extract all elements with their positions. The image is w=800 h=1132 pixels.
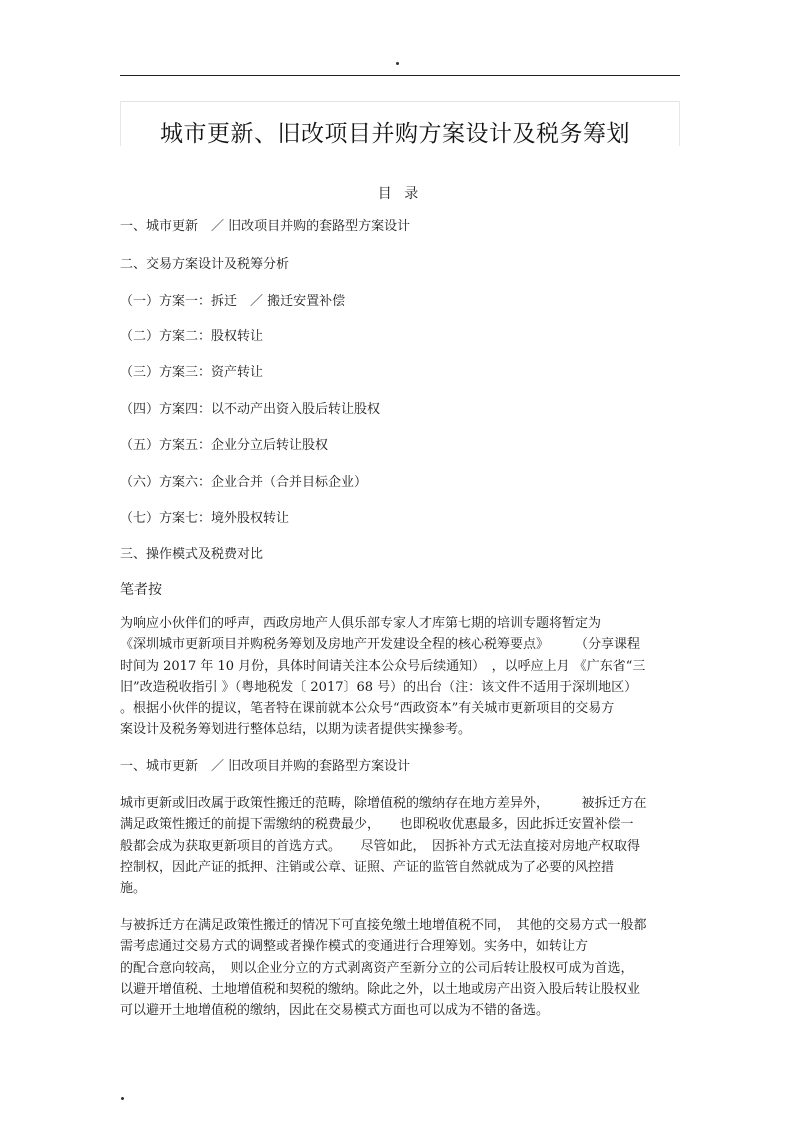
toc-item: （五）方案五：企业分立后转让股权 (120, 438, 329, 453)
paragraph-line: 以避开增值税、土地增值税和契税的缴纳。除此之外，以土地或房产出资入股后转让股权业 (120, 981, 641, 997)
toc-item: （六）方案六：企业合并（合并目标企业） (120, 475, 368, 490)
body-paragraph-2 (120, 915, 686, 1021)
paragraph-line: 需考虑通过交易方式的调整或者操作模式的变通进行合理筹划。实务中，如转让方 (120, 939, 589, 955)
paragraph-line: 与被拆迁方在满足政策性搬迁的情况下可直接免缴土地增值税不同， 其他的交易方式一般都 (120, 918, 647, 933)
paragraph-line: 施。 (120, 881, 147, 897)
paragraph-line: 的配合意向较高， 则以企业分立的方式剥离资产至新分立的公司后转让股权可成为首选， (120, 960, 634, 976)
toc-item: （一）方案一：拆迁 ／ 搬迁安置补偿 (120, 294, 346, 309)
toc-item: 一、城市更新 ／ 旧改项目并购的套路型方案设计 (120, 219, 411, 234)
header-rule (120, 75, 680, 76)
intro-line: 为响应小伙伴们的呼声，西政房地产人俱乐部专家人才库第七期的培训专题将暂定为 (120, 616, 602, 631)
toc-item: （二）方案二：股权转让 (120, 329, 264, 344)
header-dot (396, 62, 399, 65)
footer-dot (121, 1097, 124, 1100)
intro-line: 《深圳城市更新项目并购税务筹划及房地产开发建设全程的核心税筹要点》 （分享课程 (120, 637, 641, 653)
section-heading: 一、城市更新 ／ 旧改项目并购的套路型方案设计 (120, 759, 411, 774)
toc-item: （三）方案三：资产转让 (120, 365, 264, 380)
paragraph-line: 城市更新或旧改属于政策性搬迁的范畴，除增值税的缴纳存在地方差异外， 被拆迁方在 (120, 796, 647, 811)
paragraph-line: 可以避开土地增值税的缴纳，因此在交易模式方面也可以成为不错的备选。 (120, 1003, 550, 1019)
body-paragraph-1 (120, 793, 686, 899)
document-title: 城市更新、旧改项目并购方案设计及税务筹划 (160, 121, 630, 147)
toc-heading: 目 录 (377, 186, 423, 202)
intro-line: 时间为 2017 年 10 月份，具体时间请关注本公众号后续通知） ，以呼应上月 《广东省“三 (120, 658, 646, 674)
toc-item: （七）方案七：境外股权转让 (120, 511, 290, 526)
intro-line: 旧”改造税收指引 》（粤地税发〔 2017〕68 号）的出台（注：该文件不适用于深圳地区） (120, 679, 638, 695)
intro-line: 案设计及税务筹划进行整体总结，以期为读者提供实操参考。 (120, 722, 472, 738)
toc-item: 二、交易方案设计及税筹分析 (120, 257, 290, 272)
toc-item: （四）方案四：以不动产出资入股后转让股权 (120, 402, 381, 417)
intro-line: 。根据小伙伴的提议，笔者特在课前就本公众号“西政资本”有关城市更新项目的交易方 (120, 701, 615, 717)
author-note-heading: 笔者按 (120, 582, 162, 598)
paragraph-line: 满足政策性搬迁的前提下需缴纳的税费最少， 也即税收优惠最多，因此拆迁安置补偿一 (120, 817, 634, 833)
paragraph-line: 般都会成为获取更新项目的首选方式。 尽管如此， 因拆补方式无法直接对房地产权取得 (120, 838, 641, 854)
intro-paragraph (120, 613, 686, 741)
toc-item: 三、操作模式及税费对比 (120, 547, 264, 562)
paragraph-line: 控制权，因此产证的抵押、注销或公章、证照、产证的监管自然就成为了必要的风控措 (120, 859, 615, 875)
